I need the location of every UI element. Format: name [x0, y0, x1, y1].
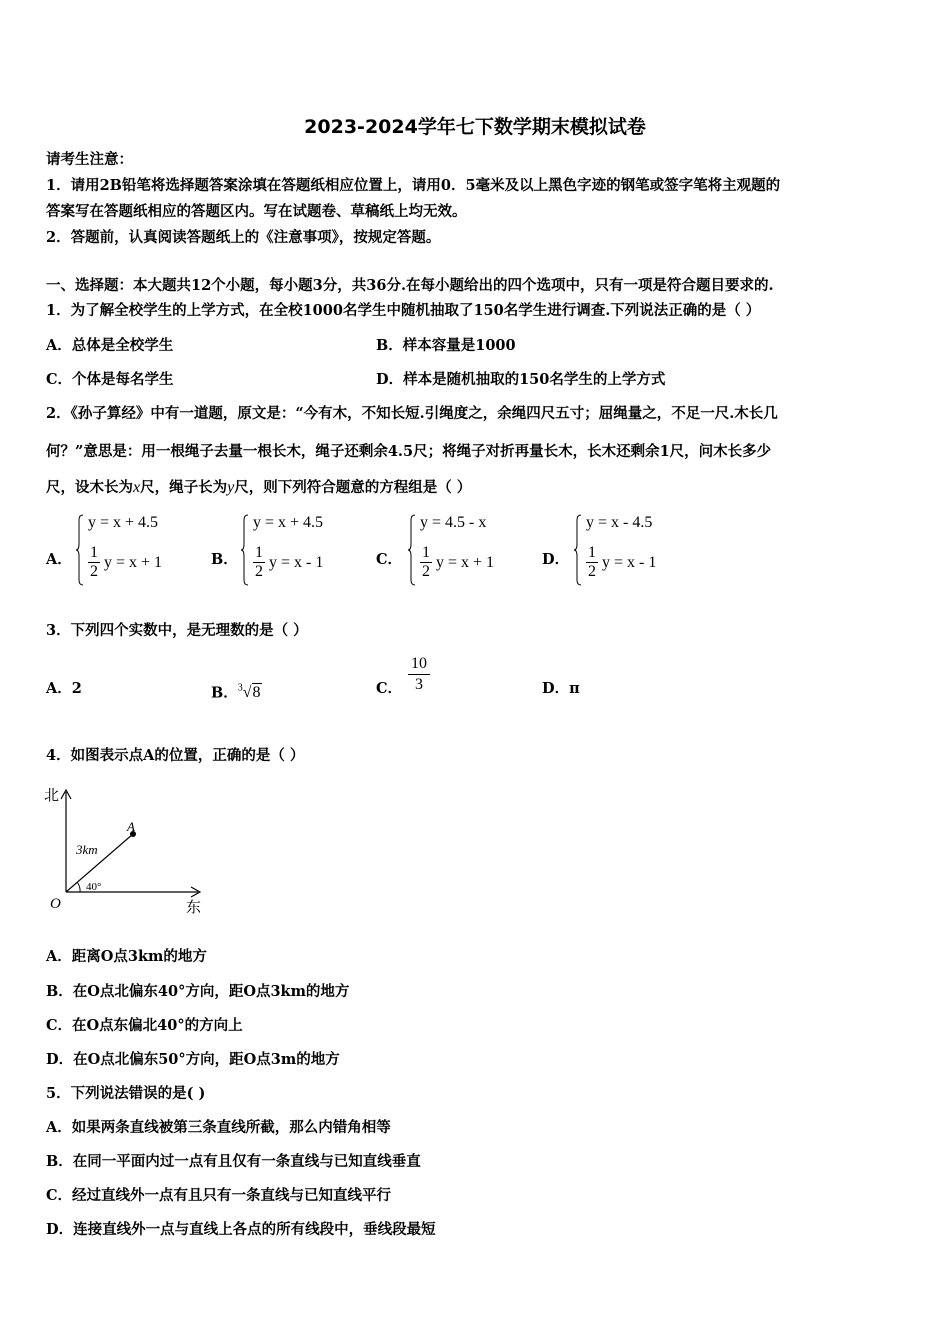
q2-stem-line-1: 2．《孙子算经》中有一道题，原文是：“今有木，不知长短.引绳度之，余绳四尺五寸；屈绳量之，不足一尺.木长几 — [46, 405, 778, 422]
q5-option-d: D．连接直线外一点与直线上各点的所有线段中，垂线段最短 — [46, 1221, 436, 1238]
notice-line-1: 1．请用2B铅笔将选择题答案涂填在答题纸相应位置上，请用0．5毫米及以上黑色字迹的钢笔或签字笔将主观题的 — [46, 177, 781, 194]
q2-option-a-label: A． — [46, 551, 72, 568]
q1-stem: 1．为了解全校学生的上学方式，在全校1000名学生中随机抽取了150名学生进行调查.下列说法正确的是（ ） — [46, 302, 761, 319]
q2-d-eq2: y = x - 1 — [602, 554, 657, 571]
q2-a-eq2: y = x + 1 — [104, 554, 163, 571]
section-heading: 一、选择题：本大题共12个小题，每小题3分，共36分.在每小题给出的四个选项中，只有一项是符合题目要求的. — [46, 277, 774, 294]
q5-option-a: A．如果两条直线被第三条直线所截，那么内错角相等 — [46, 1119, 391, 1136]
q3-option-d: D．π — [542, 680, 580, 697]
q1-option-a: A．总体是全校学生 — [46, 337, 174, 354]
q4-stem: 4．如图表示点A的位置，正确的是（ ） — [46, 747, 305, 764]
q3-option-c-label: C． — [376, 680, 403, 697]
point-a-label: A — [127, 819, 135, 834]
q3-option-b: B．$^3$√8 — [211, 683, 261, 702]
q2-c-eq1: y = 4.5 - x — [420, 514, 487, 531]
q5-option-c: C．经过直线外一点有且只有一条直线与已知直线平行 — [46, 1187, 392, 1204]
q2-option-a-system: y = x + 4.5 $\frac{1}{2}$ y = x + 1 — [76, 514, 196, 588]
q2-c-eq2: y = x + 1 — [436, 554, 495, 571]
notice-heading: 请考生注意： — [46, 151, 133, 168]
q2-option-d-system: y = x - 4.5 $\frac{1}{2}$ y = x - 1 — [574, 514, 694, 588]
east-label: 东 — [186, 900, 202, 916]
q2-option-b-label: B． — [211, 551, 238, 568]
q2-a-eq1: y = x + 4.5 — [88, 514, 159, 531]
q2-b-eq2: y = x - 1 — [269, 554, 324, 571]
q1-option-c: C．个体是每名学生 — [46, 371, 174, 388]
q4-option-b: B．在O点北偏东40°方向，距O点3km的地方 — [46, 983, 350, 1000]
q2-option-b-system: y = x + 4.5 $\frac{1}{2}$ y = x - 1 — [241, 514, 361, 588]
angle-label: 40° — [86, 881, 102, 893]
q1-option-b: B．样本容量是1000 — [376, 337, 516, 354]
q1-option-d: D．样本是随机抽取的150名学生的上学方式 — [376, 371, 666, 388]
notice-line-3: 2．答题前，认真阅读答题纸上的《注意事项》，按规定答题。 — [46, 229, 441, 246]
q4-option-d: D．在O点北偏东50°方向，距O点3m的地方 — [46, 1051, 340, 1068]
q2-b-eq1: y = x + 4.5 — [253, 514, 324, 531]
q2-option-c-label: C． — [376, 551, 403, 568]
q2-stem-line-3: 尺，设木长为x尺，绳子长为y尺，则下列符合题意的方程组是（ ） — [46, 479, 472, 496]
distance-label: 3km — [76, 842, 98, 857]
q2-option-c-system: y = 4.5 - x $\frac{1}{2}$ y = x + 1 — [408, 514, 528, 588]
q3-option-a: A．2 — [46, 680, 82, 697]
page-title: 2023-2024学年七下数学期末模拟试卷 — [304, 116, 646, 138]
direction-diagram — [40, 782, 210, 917]
north-label: 北 — [44, 788, 60, 804]
q4-option-a: A．距离O点3km的地方 — [46, 948, 207, 965]
cube-root: $^3$√8 — [237, 683, 261, 702]
var-y: y — [227, 479, 235, 496]
q3-stem: 3．下列四个实数中，是无理数的是（ ） — [46, 622, 308, 639]
origin-label: O — [50, 896, 61, 912]
q2-d-eq1: y = x - 4.5 — [586, 514, 653, 531]
notice-line-2: 答案写在答题纸相应的答题区内。写在试题卷、草稿纸上均无效。 — [46, 203, 467, 220]
q2-stem-line-2: 何？”意思是：用一根绳子去量一根长木，绳子还剩余4.5尺；将绳子对折再量长木，长木还剩余1尺，问木长多少 — [46, 443, 772, 460]
var-x: x — [133, 479, 141, 496]
q5-option-b: B．在同一平面内过一点有且仅有一条直线与已知直线垂直 — [46, 1153, 421, 1170]
q4-option-c: C．在O点东偏北40°的方向上 — [46, 1017, 243, 1034]
q5-stem: 5．下列说法错误的是( ) — [46, 1085, 206, 1102]
q2-option-d-label: D． — [542, 551, 570, 568]
q3-option-c-fraction: 10 3 — [408, 654, 430, 695]
